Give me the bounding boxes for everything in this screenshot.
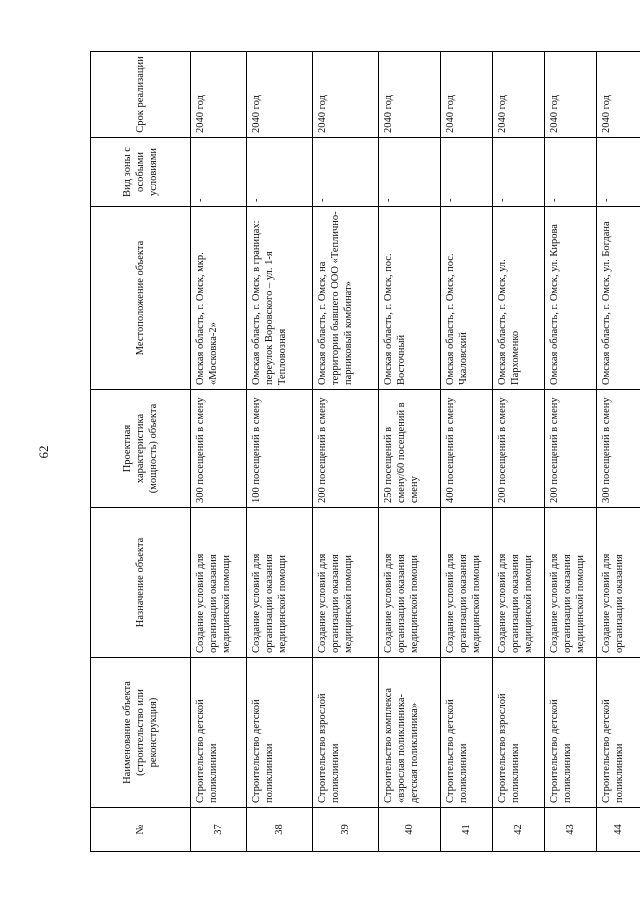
cell-num: 37: [191, 808, 247, 852]
cell-purpose: Создание условий для организации оказания медицинской помощи: [545, 508, 597, 658]
cell-num: 39: [313, 808, 379, 852]
header-num: №: [91, 808, 191, 852]
cell-zone: -: [545, 138, 597, 207]
cell-name: Строительство комплекса «взрослая поликлиника-детская поликлиника»: [379, 658, 441, 808]
cell-purpose: Создание условий для организации оказания: [597, 508, 640, 658]
cell-num: 41: [441, 808, 493, 852]
table-row: [379, 52, 441, 852]
header-capacity: Проектная характеристика (мощность) объекта: [91, 390, 191, 508]
page-number: 62: [36, 445, 51, 459]
header-row: [91, 52, 191, 852]
cell-capacity: 200 посещений в смену: [545, 390, 597, 508]
cell-name: Строительство детской поликлиники: [247, 658, 313, 808]
header-purpose: Назначение объекта: [91, 508, 191, 658]
cell-term: 2040 год: [379, 52, 441, 138]
cell-capacity: 400 посещений в смену: [441, 390, 493, 508]
cell-term: 2040 год: [597, 52, 640, 138]
cell-num: 43: [545, 808, 597, 852]
cell-zone: -: [493, 138, 545, 207]
cell-purpose: Создание условий для организации оказания медицинской помощи: [379, 508, 441, 658]
cell-location: Омская область, г. Омск, ул. Пархоменко: [493, 207, 545, 390]
cell-name: Строительство детской поликлиники: [441, 658, 493, 808]
header-zone: Вид зоны с особыми условиями: [91, 138, 191, 207]
cell-purpose: Создание условий для организации оказания медицинской помощи: [247, 508, 313, 658]
cell-name: Строительство детской поликлиники: [597, 658, 640, 808]
header-location: Местоположение объекта: [91, 207, 191, 390]
cell-term: 2040 год: [545, 52, 597, 138]
cell-zone: -: [247, 138, 313, 207]
cell-location: Омская область, г. Омск, пос. Чкаловский: [441, 207, 493, 390]
header-name: Наименование объекта (строительство или реконструкция): [91, 658, 191, 808]
cell-term: 2040 год: [247, 52, 313, 138]
cell-capacity: 100 посещений в смену: [247, 390, 313, 508]
cell-capacity: 300 посещений в смену: [597, 390, 640, 508]
cell-term: 2040 год: [191, 52, 247, 138]
cell-location: Омская область, г. Омск, в границах: переулок Воровского – ул. 1-я Тепловозная: [247, 207, 313, 390]
cell-purpose: Создание условий для организации оказания медицинской помощи: [441, 508, 493, 658]
table-row: [247, 52, 313, 852]
cell-num: 38: [247, 808, 313, 852]
table-row: [313, 52, 379, 852]
cell-name: Строительство взрослой поликлиники: [313, 658, 379, 808]
table-container: [90, 52, 626, 852]
header-term: Срок реализации: [91, 52, 191, 138]
table-row: [493, 52, 545, 852]
table-row: [441, 52, 493, 852]
cell-capacity: 300 посещений в смену: [191, 390, 247, 508]
cell-purpose: Создание условий для организации оказания медицинской помощи: [191, 508, 247, 658]
cell-location: Омская область, г. Омск, мкр. «Московка-2»: [191, 207, 247, 390]
cell-location: Омская область, г. Омск, пос. Восточный: [379, 207, 441, 390]
cell-term: 2040 год: [493, 52, 545, 138]
table-row: [545, 52, 597, 852]
cell-num: 42: [493, 808, 545, 852]
cell-capacity: 250 посещений в смену/60 посещений в смену: [379, 390, 441, 508]
cell-zone: -: [597, 138, 640, 207]
cell-zone: -: [191, 138, 247, 207]
cell-name: Строительство детской поликлиники: [191, 658, 247, 808]
cell-name: Строительство взрослой поликлиники: [493, 658, 545, 808]
cell-zone: -: [441, 138, 493, 207]
table-row: [597, 52, 640, 852]
cell-purpose: Создание условий для организации оказания медицинской помощи: [493, 508, 545, 658]
cell-num: 40: [379, 808, 441, 852]
rotated-sheet: [90, 52, 626, 852]
cell-purpose: Создание условий для организации оказания медицинской помощи: [313, 508, 379, 658]
cell-name: Строительство детской поликлиники: [545, 658, 597, 808]
cell-zone: -: [313, 138, 379, 207]
cell-capacity: 200 посещений в смену: [493, 390, 545, 508]
cell-term: 2040 год: [313, 52, 379, 138]
cell-term: 2040 год: [441, 52, 493, 138]
table-row: [191, 52, 247, 852]
cell-capacity: 200 посещений в смену: [313, 390, 379, 508]
cell-num: 44: [597, 808, 640, 852]
cell-zone: -: [379, 138, 441, 207]
cell-location: Омская область, г. Омск, ул. Богдана: [597, 207, 640, 390]
cell-location: Омская область, г. Омск, на территории бывшего ООО «Теплично-парниковый комбинат»: [313, 207, 379, 390]
cell-location: Омская область, г. Омск, ул. Кирова: [545, 207, 597, 390]
objects-table: [90, 51, 640, 852]
